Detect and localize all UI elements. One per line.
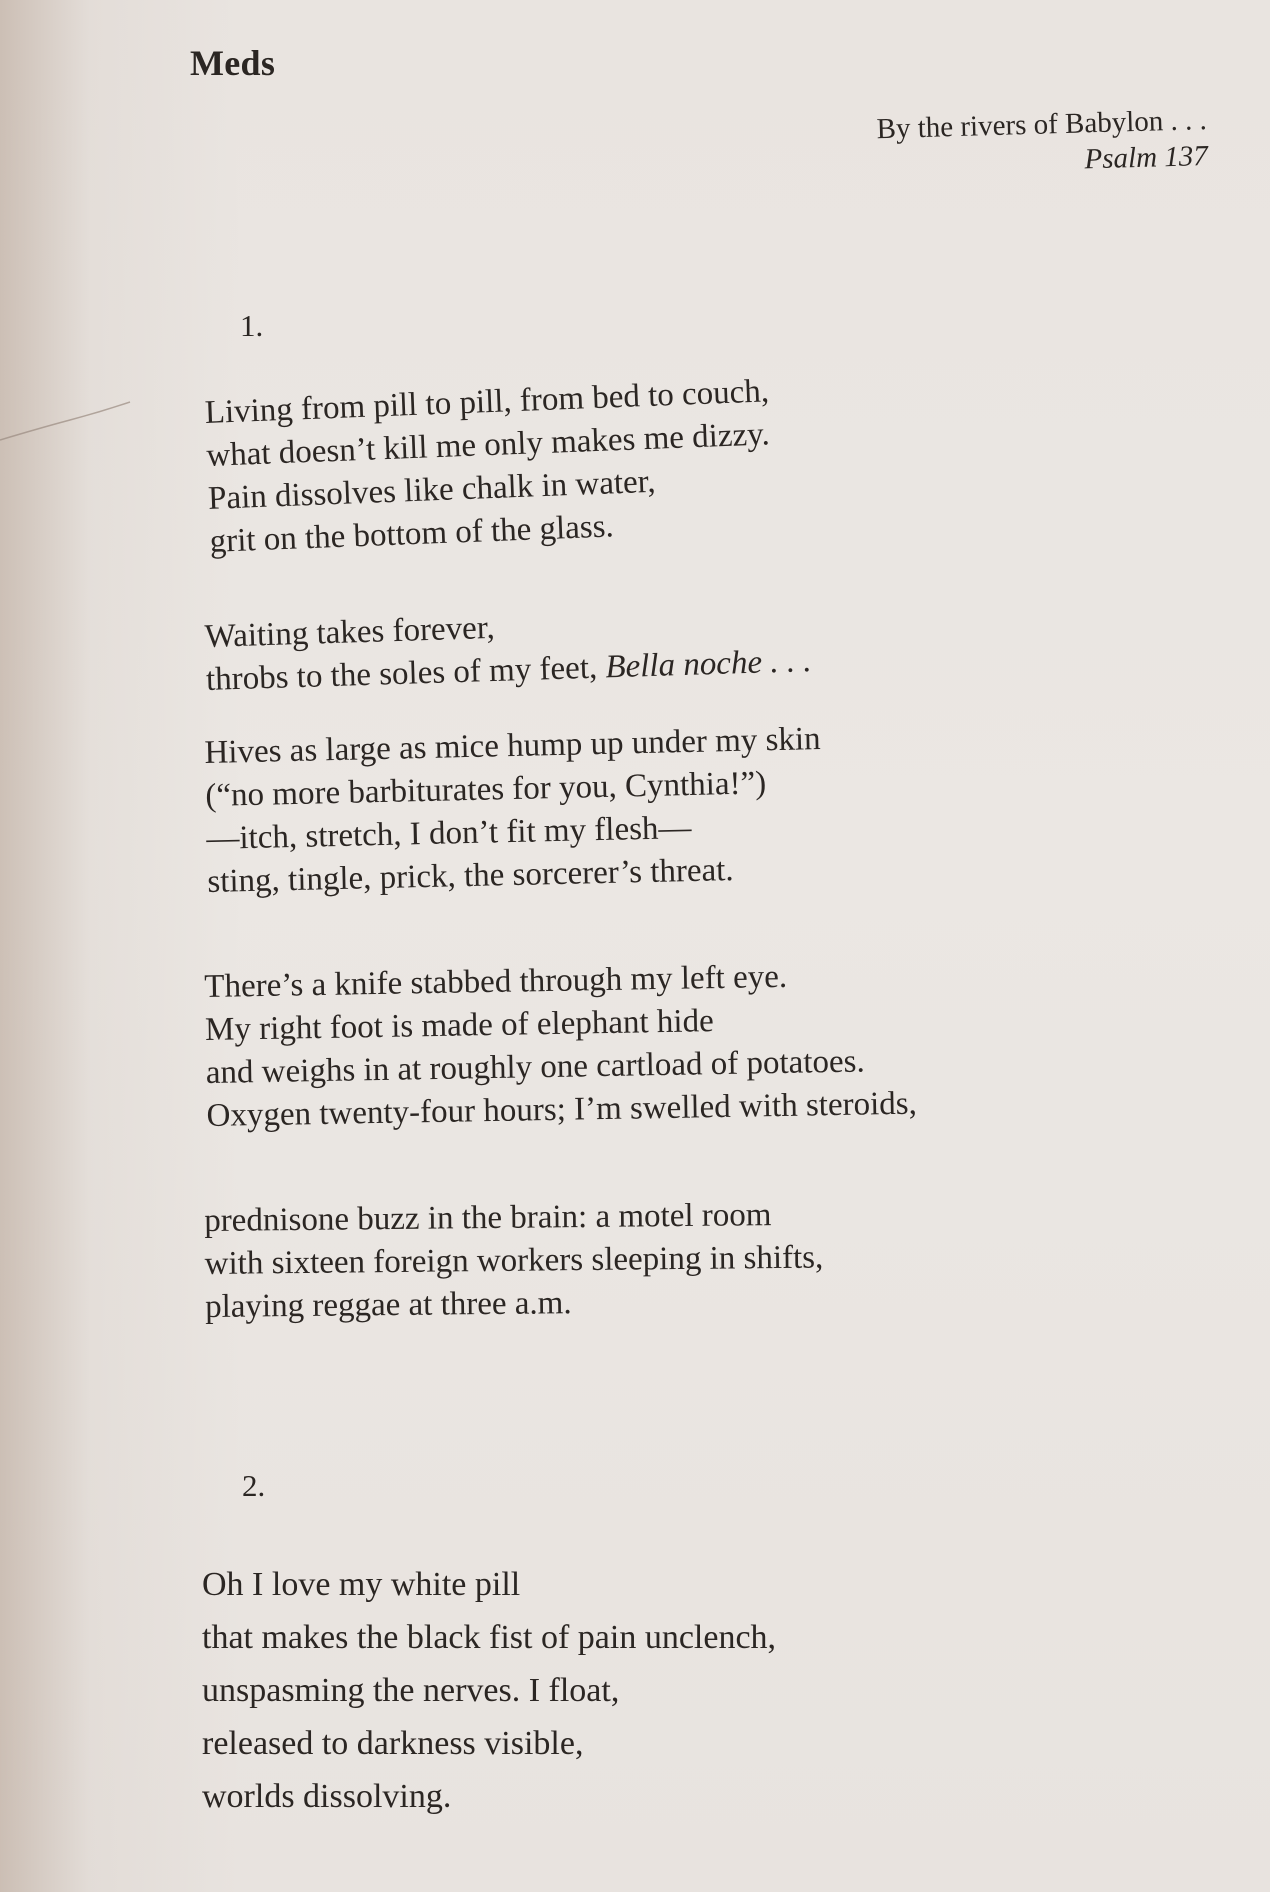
poem-line: Waiting takes forever,	[204, 609, 496, 655]
poem-line-italic: Bella noche . . .	[604, 642, 813, 686]
poem-line: what doesn’t kill me only makes me dizzy.	[205, 416, 771, 474]
poem-line: Hives as large as mice hump up under my skin	[204, 721, 821, 771]
poem-line: and weighs in at roughly one cartload of potatoes.	[205, 1043, 865, 1091]
poem-line: released to darkness visible,	[202, 1725, 584, 1762]
poem-line: Pain dissolves like chalk in water,	[207, 463, 657, 517]
epigraph-source: Psalm 137	[1083, 139, 1208, 176]
page-crease-mark	[0, 390, 140, 450]
poem-line: unspasming the nerves. I float,	[202, 1672, 620, 1709]
stanza-1-3	[204, 718, 824, 904]
poem-line: that makes the black fist of pain unclench,	[202, 1619, 777, 1656]
poem-line-text: throbs to the soles of my feet,	[205, 649, 598, 698]
poem-line: —itch, stretch, I don’t fit my flesh—	[206, 809, 692, 857]
stanza-1-2	[204, 597, 812, 702]
stanza-1-4	[204, 954, 917, 1138]
poem-line: grit on the bottom of the glass.	[209, 508, 615, 560]
poem-line: My right foot is made of elephant hide	[204, 1003, 714, 1048]
poem-line: worlds dissolving.	[202, 1778, 452, 1815]
stanza-1-5	[204, 1194, 824, 1329]
poem-title: Meds	[190, 43, 276, 83]
poem-line: playing reggae at three a.m.	[204, 1285, 572, 1325]
poem-line: sting, tingle, prick, the sorcerer’s threat.	[206, 852, 734, 900]
stanza-1-1	[204, 370, 775, 564]
poem-line: with sixteen foreign workers sleeping in shifts,	[204, 1239, 824, 1282]
poem-line: There’s a knife stabbed through my left eye.	[204, 958, 788, 1005]
poem-line: Living from pill to pill, from bed to couch,	[204, 373, 770, 431]
poem-line: Oxygen twenty-four hours; I’m swelled with steroids,	[206, 1085, 918, 1134]
poem-line: prednisone buzz in the brain: a motel room	[204, 1197, 772, 1239]
epigraph-quote: By the rivers of Babylon . . .	[875, 103, 1207, 146]
poem-line: Oh I love my white pill	[202, 1566, 521, 1603]
section-number-2: 2.	[242, 1468, 266, 1503]
epigraph	[876, 102, 1208, 183]
section-number-1: 1.	[240, 308, 264, 343]
poem-line: (“no more barbiturates for you, Cynthia!”)	[205, 765, 767, 814]
stanza-2-1	[202, 1558, 776, 1823]
